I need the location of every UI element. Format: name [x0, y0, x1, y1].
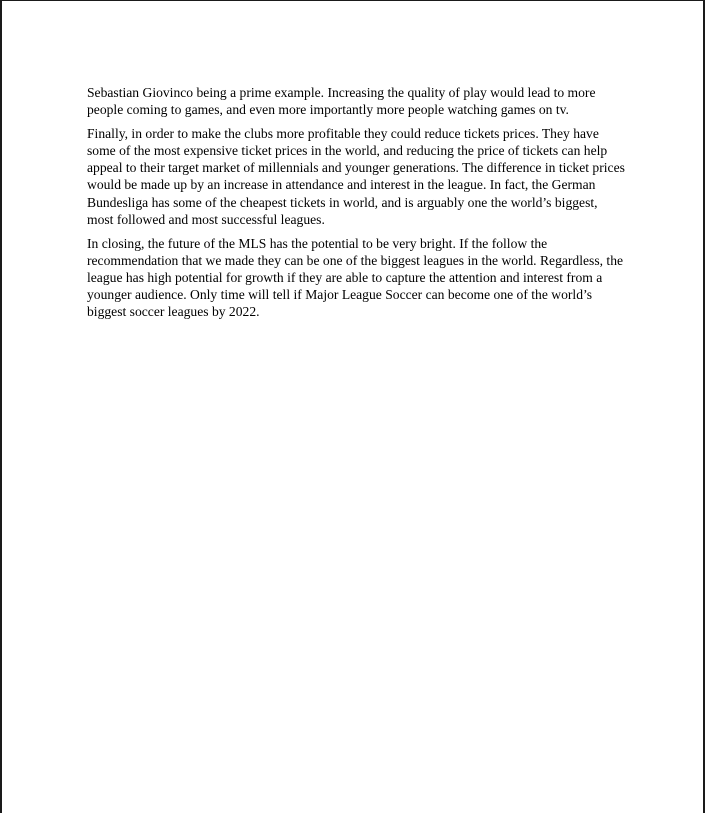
document-body: [87, 84, 627, 327]
paragraph-giovinco: Sebastian Giovinco being a prime example. Increasing the quality of play would lead to more people coming to games, and even more importantly more people watching games on tv.: [87, 85, 596, 118]
paragraph-ticket-prices: Finally, in order to make the clubs more profitable they could reduce tickets prices. They have some of the most expensive ticket prices in the world, and reducing the price of tickets can help appeal to their target market of millennials and younger generations. The difference in ticket prices would be made up by an increase in attendance and interest in the league. In fact, the German Bundesliga has some of the cheapest tickets in world, and is arguably one the world’s biggest, most followed and most successful leagues.: [87, 126, 625, 227]
paragraph-closing: In closing, the future of the MLS has the potential to be very bright. If the follow the recommendation that we made they can be one of the biggest leagues in the world. Regardless, the league has high potential for growth if they are able to capture the attention and interest from a younger audience. Only time will tell if Major League Soccer can become one of the world’s biggest soccer leagues by 2022.: [87, 235, 624, 320]
